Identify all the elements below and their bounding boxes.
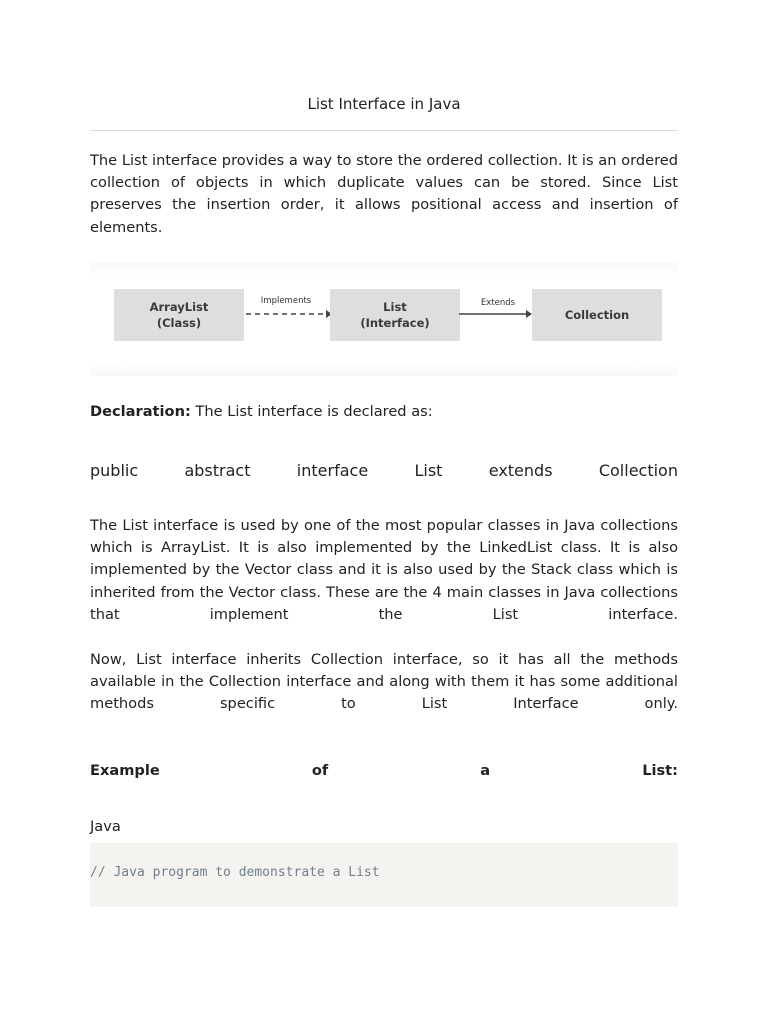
list-box-subtitle: (Interface) xyxy=(360,316,430,330)
collection-box: Collection xyxy=(532,289,662,341)
code-word: interface xyxy=(296,461,369,480)
extends-arrow xyxy=(458,308,534,320)
title-divider xyxy=(90,130,678,131)
code-comment: // Java program to demonstrate a List xyxy=(90,865,380,880)
declaration-text: The List interface is declared as: xyxy=(190,403,433,420)
arraylist-box-title: ArrayList xyxy=(149,300,209,314)
intro-paragraph: The List interface provides a way to store the ordered collection. It is an ordered collection of objects in which duplicate values can be stored. Since List preserves the insertion order, it allows positional access and insertion of elements. xyxy=(90,152,678,236)
declaration-code xyxy=(90,460,678,482)
example-heading xyxy=(90,760,678,782)
inheritance-paragraph: Now, List interface inherits Collection interface, so it has all the methods available in the Collection interface and along with them it has some additional methods specific to List Interface only. xyxy=(90,651,678,713)
hierarchy-diagram xyxy=(90,262,678,376)
extends-label: Extends xyxy=(480,298,516,308)
example-word: of xyxy=(311,762,329,779)
code-word: abstract xyxy=(184,461,251,480)
arraylist-box-subtitle: (Class) xyxy=(156,316,202,330)
code-language-label: Java xyxy=(90,818,121,835)
code-word: extends xyxy=(488,461,553,480)
article-title: List Interface in Java xyxy=(307,95,461,113)
code-word: public xyxy=(90,461,139,480)
declaration-line xyxy=(90,401,678,423)
code-word: List xyxy=(414,461,443,480)
example-word: List: xyxy=(642,762,678,779)
code-word: Collection xyxy=(598,461,678,480)
code-block xyxy=(90,843,678,907)
implements-label: Implements xyxy=(260,296,312,306)
list-usage-paragraph: The List interface is used by one of the most popular classes in Java collections which is ArrayList. It is also implemented by the LinkedList class. It is also implemented by the Vector class and it is also used by the Stack class which is inherited from the Vector class. These are the 4 main classes in Java collections that implement the List interface. xyxy=(90,517,678,623)
implements-arrow xyxy=(244,308,334,320)
list-box-title: List xyxy=(383,300,407,314)
example-word: a xyxy=(480,762,491,779)
list-box xyxy=(330,289,460,341)
example-word: Example xyxy=(90,762,160,779)
arraylist-box xyxy=(114,289,244,341)
declaration-label: Declaration: xyxy=(90,403,191,420)
